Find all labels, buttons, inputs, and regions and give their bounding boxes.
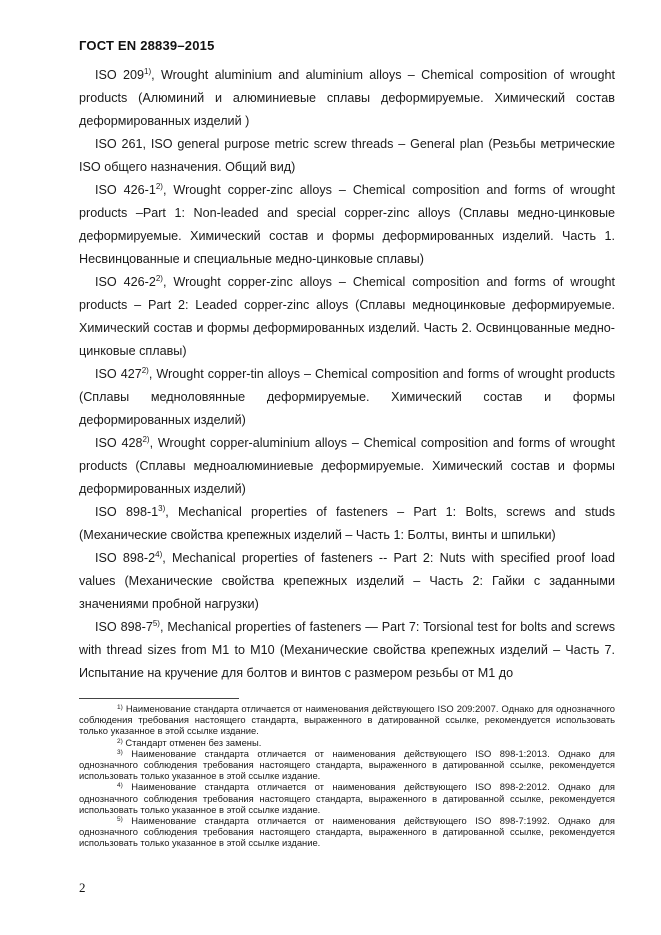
reference-item: [79, 547, 615, 616]
reference-code: ISO 426-2: [95, 275, 156, 289]
reference-text: , Wrought copper-zinc alloys – Chemical composition and forms of wrought products –Part 1: Non-leaded and special copper-zinc alloys (Сплавы медно-цинковые деформируемые. Химический состав и формы деформированных изделий. Часть 1. Несвинцованные и специальные медно-цинковые сплавы): [79, 183, 615, 266]
footnote-marker: 5): [152, 619, 160, 628]
footnote: [79, 781, 615, 815]
reference-code: ISO 428: [95, 436, 143, 450]
footnote-marker: 2): [141, 366, 149, 375]
footnote-marker: 4): [155, 550, 163, 559]
footnote-text: Наименование стандарта отличается от наименования действующего ISO 898-1:2013. Однако для однозначного соблюдения требования настоящего стандарта, выраженного в датированной ссылке, рекомендуется использовать только указанное в этой ссылке издание.: [79, 747, 615, 782]
reference-code: ISO 427: [95, 367, 142, 381]
reference-text: , Wrought aluminium and aluminium alloys – Chemical composition of wrought products (Алюминий и алюминиевые сплавы деформируемые. Химический состав деформированных изделий ): [79, 68, 615, 128]
reference-item: [79, 133, 615, 179]
reference-item: [79, 64, 615, 133]
reference-item: [79, 179, 615, 271]
reference-item: [79, 432, 615, 501]
reference-item: [79, 616, 615, 685]
reference-item: [79, 501, 615, 547]
reference-text: , Wrought copper-tin alloys – Chemical composition and forms of wrought products (Сплавы медноловянные деформируемые. Химический состав и формы деформированных изделий): [79, 367, 615, 427]
reference-code: ISO 209: [95, 68, 145, 82]
footnote-number: 2): [117, 737, 123, 745]
footnote: [79, 748, 615, 782]
reference-item: [79, 363, 615, 432]
footnote-text: Стандарт отменен без замены.: [122, 736, 262, 748]
page-number: 2: [79, 880, 86, 895]
reference-text: , Mechanical properties of fasteners — Part 7: Torsional test for bolts and screws with thread sizes from M1 to M10 (Механические свойства крепежных изделий – Часть 7. Испытание на кручение для болтов и винтов с размером резьбы от М1 до: [79, 620, 615, 680]
footnote-text: Наименование стандарта отличается от наименования действующего ISO 898-2:2012. Однако для однозначного соблюдения требования настоящего стандарта, выраженного в датированной ссылке, рекомендуется использовать только указанное в этой ссылке издание.: [79, 781, 615, 815]
footnote-text: Наименование стандарта отличается от наименования действующего ISO 898-7:1992. Однако для однозначного соблюдения требования настоящего стандарта, выраженного в датированной ссылке, рекомендуется использовать только указанное в этой ссылке издание.: [79, 815, 615, 849]
reference-item: [79, 271, 615, 363]
footnote-marker: 2): [142, 435, 150, 444]
footnote: [79, 737, 615, 748]
reference-text: , Wrought copper-zinc alloys – Chemical composition and forms of wrought products – Part 2: Leaded copper-zinc alloys (Сплавы медноцинковые деформируемые. Химический состав и формы деформированных изделий. Часть 2. Освинцованные медно-цинковые сплавы): [79, 275, 615, 358]
footnote-number: 5): [117, 816, 123, 824]
footnotes: [79, 703, 615, 849]
reference-text: , ISO general purpose metric screw threads – General plan (Резьбы метрические ISO общего назначения. Общий вид): [79, 137, 615, 174]
reference-text: , Mechanical properties of fasteners -- Part 2: Nuts with specified proof load values (Механические свойства крепежных изделий – Часть 2: Гайки с заданными значениями пробной нагрузки): [79, 551, 615, 611]
normative-references: [79, 64, 615, 685]
reference-code: ISO 426-1: [95, 183, 156, 197]
footnote: [79, 703, 615, 737]
footnote-marker: 2): [155, 182, 163, 191]
reference-code: ISO 261: [95, 137, 143, 151]
reference-code: ISO 898-2: [95, 551, 156, 565]
footnote-text: Наименование стандарта отличается от наименования действующего ISO 209:2007. Однако для однозначного соблюдения требования настоящего стандарта, выраженного в датированной ссылке, рекомендуется использовать только указанное в этой ссылке издание.: [79, 703, 615, 737]
reference-code: ISO 898-7: [95, 620, 153, 634]
footnote-number: 3): [117, 748, 123, 756]
footnote-marker: 3): [158, 504, 166, 513]
document-header: ГОСТ EN 28839–2015: [79, 38, 215, 53]
footnote-number: 4): [117, 782, 123, 790]
reference-text: , Wrought copper-aluminium alloys – Chemical composition and forms of wrought products (Сплавы медноалюминиевые деформируемые. Химический состав и формы деформированных изделий): [79, 436, 615, 496]
reference-text: , Mechanical properties of fasteners – Part 1: Bolts, screws and studs (Механические свойства крепежных изделий – Часть 1: Болты, винты и шпильки): [79, 505, 615, 542]
footnote-number: 1): [117, 704, 123, 711]
footnote-marker: 1): [144, 67, 152, 76]
footnote-separator: [79, 698, 239, 699]
footnote-marker: 2): [155, 274, 163, 283]
reference-code: ISO 898-1: [95, 505, 159, 519]
footnote: [79, 815, 615, 849]
